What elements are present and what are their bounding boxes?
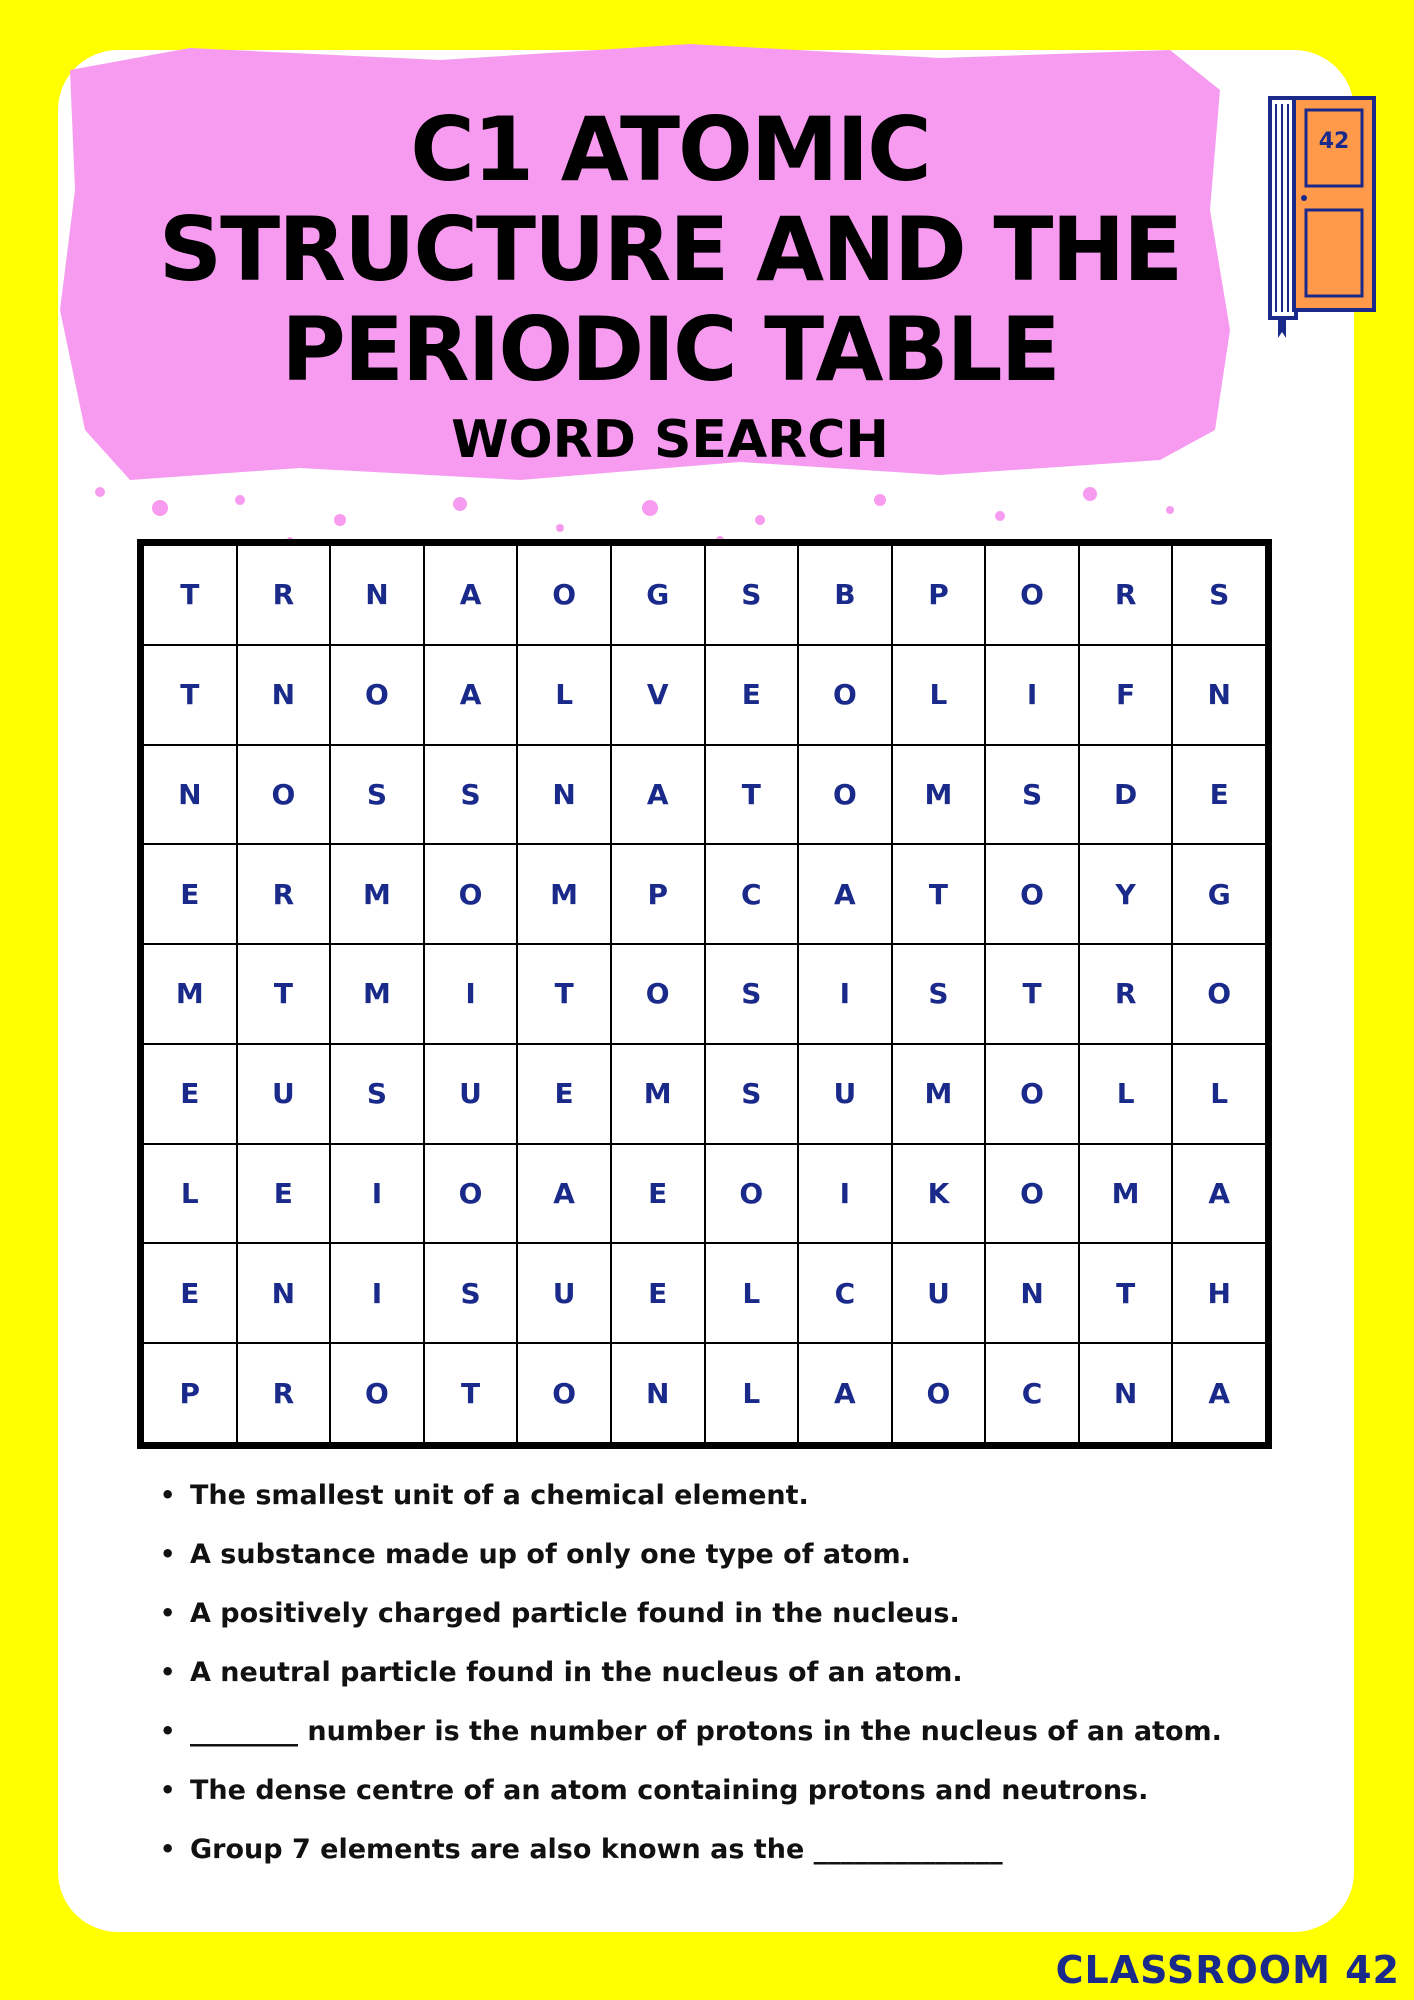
- grid-cell[interactable]: G: [1172, 844, 1266, 944]
- grid-cell[interactable]: S: [424, 745, 518, 845]
- grid-cell[interactable]: M: [330, 944, 424, 1044]
- grid-cell[interactable]: O: [705, 1144, 799, 1244]
- grid-cell[interactable]: E: [611, 1243, 705, 1343]
- grid-cell[interactable]: E: [517, 1044, 611, 1144]
- grid-cell[interactable]: E: [143, 1243, 237, 1343]
- grid-cell[interactable]: H: [1172, 1243, 1266, 1343]
- grid-cell[interactable]: L: [1079, 1044, 1173, 1144]
- grid-cell[interactable]: S: [892, 944, 986, 1044]
- title-line: C1 ATOMIC: [410, 98, 930, 201]
- grid-cell[interactable]: U: [424, 1044, 518, 1144]
- grid-cell[interactable]: L: [892, 645, 986, 745]
- grid-cell[interactable]: R: [237, 545, 331, 645]
- grid-cell[interactable]: V: [611, 645, 705, 745]
- grid-cell[interactable]: O: [798, 745, 892, 845]
- clue-list: [160, 1466, 1310, 1879]
- grid-cell[interactable]: I: [985, 645, 1079, 745]
- clue-item: • Group 7 elements are also known as the ______________: [160, 1820, 1310, 1879]
- clue-item: • A substance made up of only one type of atom.: [160, 1525, 1310, 1584]
- grid-cell[interactable]: M: [892, 745, 986, 845]
- grid-cell[interactable]: T: [424, 1343, 518, 1443]
- grid-cell[interactable]: O: [424, 844, 518, 944]
- grid-cell[interactable]: P: [611, 844, 705, 944]
- grid-cell[interactable]: R: [1079, 545, 1173, 645]
- grid-cell[interactable]: I: [330, 1243, 424, 1343]
- grid-cell[interactable]: T: [892, 844, 986, 944]
- door-number: 42: [1318, 129, 1350, 154]
- grid-cell[interactable]: O: [517, 545, 611, 645]
- grid-cell[interactable]: K: [892, 1144, 986, 1244]
- grid-cell[interactable]: M: [1079, 1144, 1173, 1244]
- grid-cell[interactable]: E: [1172, 745, 1266, 845]
- grid-cell[interactable]: S: [705, 944, 799, 1044]
- grid-cell[interactable]: S: [705, 545, 799, 645]
- grid-cell[interactable]: L: [705, 1243, 799, 1343]
- grid-cell[interactable]: S: [424, 1243, 518, 1343]
- grid-cell[interactable]: L: [143, 1144, 237, 1244]
- grid-cell[interactable]: F: [1079, 645, 1173, 745]
- grid-cell[interactable]: S: [705, 1044, 799, 1144]
- grid-cell[interactable]: O: [985, 844, 1079, 944]
- grid-cell[interactable]: L: [517, 645, 611, 745]
- grid-cell[interactable]: U: [798, 1044, 892, 1144]
- grid-cell[interactable]: A: [517, 1144, 611, 1244]
- title-line: PERIODIC TABLE: [281, 298, 1059, 401]
- grid-cell[interactable]: T: [237, 944, 331, 1044]
- grid-cell[interactable]: O: [330, 1343, 424, 1443]
- grid-cell[interactable]: O: [985, 1144, 1079, 1244]
- grid-cell[interactable]: R: [237, 1343, 331, 1443]
- clue-item: • The smallest unit of a chemical element.: [160, 1466, 1310, 1525]
- grid-cell[interactable]: R: [237, 844, 331, 944]
- title-line: STRUCTURE AND THE: [158, 198, 1182, 301]
- grid-cell[interactable]: N: [1172, 645, 1266, 745]
- grid-cell[interactable]: N: [143, 745, 237, 845]
- grid-cell[interactable]: O: [798, 645, 892, 745]
- grid-cell[interactable]: P: [892, 545, 986, 645]
- grid-cell[interactable]: I: [798, 944, 892, 1044]
- clue-item: • The dense centre of an atom containing protons and neutrons.: [160, 1761, 1310, 1820]
- grid-cell[interactable]: N: [611, 1343, 705, 1443]
- worksheet-title: [80, 100, 1260, 400]
- grid-cell[interactable]: C: [798, 1243, 892, 1343]
- grid-cell[interactable]: N: [517, 745, 611, 845]
- grid-cell[interactable]: O: [424, 1144, 518, 1244]
- grid-cell[interactable]: S: [1172, 545, 1266, 645]
- grid-cell[interactable]: R: [1079, 944, 1173, 1044]
- grid-cell[interactable]: B: [798, 545, 892, 645]
- clue-item: • A positively charged particle found in the nucleus.: [160, 1584, 1310, 1643]
- grid-cell[interactable]: C: [985, 1343, 1079, 1443]
- grid-cell[interactable]: A: [424, 545, 518, 645]
- grid-cell[interactable]: O: [892, 1343, 986, 1443]
- classroom-42-logo: [1262, 90, 1382, 344]
- grid-cell[interactable]: N: [330, 545, 424, 645]
- grid-cell[interactable]: E: [237, 1144, 331, 1244]
- clue-item: • A neutral particle found in the nucleus of an atom.: [160, 1643, 1310, 1702]
- grid-cell[interactable]: M: [143, 944, 237, 1044]
- grid-cell[interactable]: T: [143, 645, 237, 745]
- grid-cell[interactable]: I: [330, 1144, 424, 1244]
- grid-cell[interactable]: A: [1172, 1343, 1266, 1443]
- grid-cell[interactable]: A: [424, 645, 518, 745]
- grid-cell[interactable]: A: [798, 1343, 892, 1443]
- grid-cell[interactable]: U: [517, 1243, 611, 1343]
- grid-cell[interactable]: O: [985, 545, 1079, 645]
- grid-cell[interactable]: T: [143, 545, 237, 645]
- grid-cell[interactable]: D: [1079, 745, 1173, 845]
- grid-cell[interactable]: Y: [1079, 844, 1173, 944]
- grid-cell[interactable]: E: [143, 844, 237, 944]
- grid-cell[interactable]: U: [237, 1044, 331, 1144]
- grid-cell[interactable]: I: [798, 1144, 892, 1244]
- grid-cell[interactable]: S: [985, 745, 1079, 845]
- grid-cell[interactable]: C: [705, 844, 799, 944]
- grid-cell[interactable]: E: [705, 645, 799, 745]
- grid-cell[interactable]: T: [1079, 1243, 1173, 1343]
- grid-cell[interactable]: E: [611, 1144, 705, 1244]
- brand-footer: CLASSROOM 42: [1055, 1948, 1400, 1992]
- title-banner: [40, 30, 1260, 550]
- grid-cell[interactable]: U: [892, 1243, 986, 1343]
- word-search-grid: [137, 539, 1272, 1449]
- grid-cell[interactable]: M: [517, 844, 611, 944]
- grid-cell[interactable]: T: [517, 944, 611, 1044]
- grid-cell[interactable]: M: [330, 844, 424, 944]
- grid-cell[interactable]: E: [143, 1044, 237, 1144]
- grid-cell[interactable]: I: [424, 944, 518, 1044]
- grid-cell[interactable]: A: [798, 844, 892, 944]
- grid-cell[interactable]: N: [237, 1243, 331, 1343]
- grid-cell[interactable]: S: [330, 1044, 424, 1144]
- grid-cell[interactable]: N: [985, 1243, 1079, 1343]
- grid-cell[interactable]: O: [237, 745, 331, 845]
- door-book-icon: [1262, 90, 1382, 340]
- grid-cell[interactable]: A: [611, 745, 705, 845]
- grid-cell[interactable]: O: [1172, 944, 1266, 1044]
- grid-cell[interactable]: O: [611, 944, 705, 1044]
- grid-cell[interactable]: A: [1172, 1144, 1266, 1244]
- grid-cell[interactable]: G: [611, 545, 705, 645]
- grid-cell[interactable]: O: [330, 645, 424, 745]
- grid-cell[interactable]: N: [1079, 1343, 1173, 1443]
- grid-cell[interactable]: M: [892, 1044, 986, 1144]
- grid-cell[interactable]: T: [705, 745, 799, 845]
- worksheet-subtitle: WORD SEARCH: [451, 410, 889, 470]
- grid-cell[interactable]: T: [985, 944, 1079, 1044]
- clue-item: • ________ number is the number of protons in the nucleus of an atom.: [160, 1702, 1310, 1761]
- grid-cell[interactable]: O: [517, 1343, 611, 1443]
- grid-cell[interactable]: N: [237, 645, 331, 745]
- grid-cell[interactable]: L: [705, 1343, 799, 1443]
- grid-cell[interactable]: M: [611, 1044, 705, 1144]
- grid-cell[interactable]: S: [330, 745, 424, 845]
- grid-cell[interactable]: O: [985, 1044, 1079, 1144]
- grid-cell[interactable]: P: [143, 1343, 237, 1443]
- grid-cell[interactable]: L: [1172, 1044, 1266, 1144]
